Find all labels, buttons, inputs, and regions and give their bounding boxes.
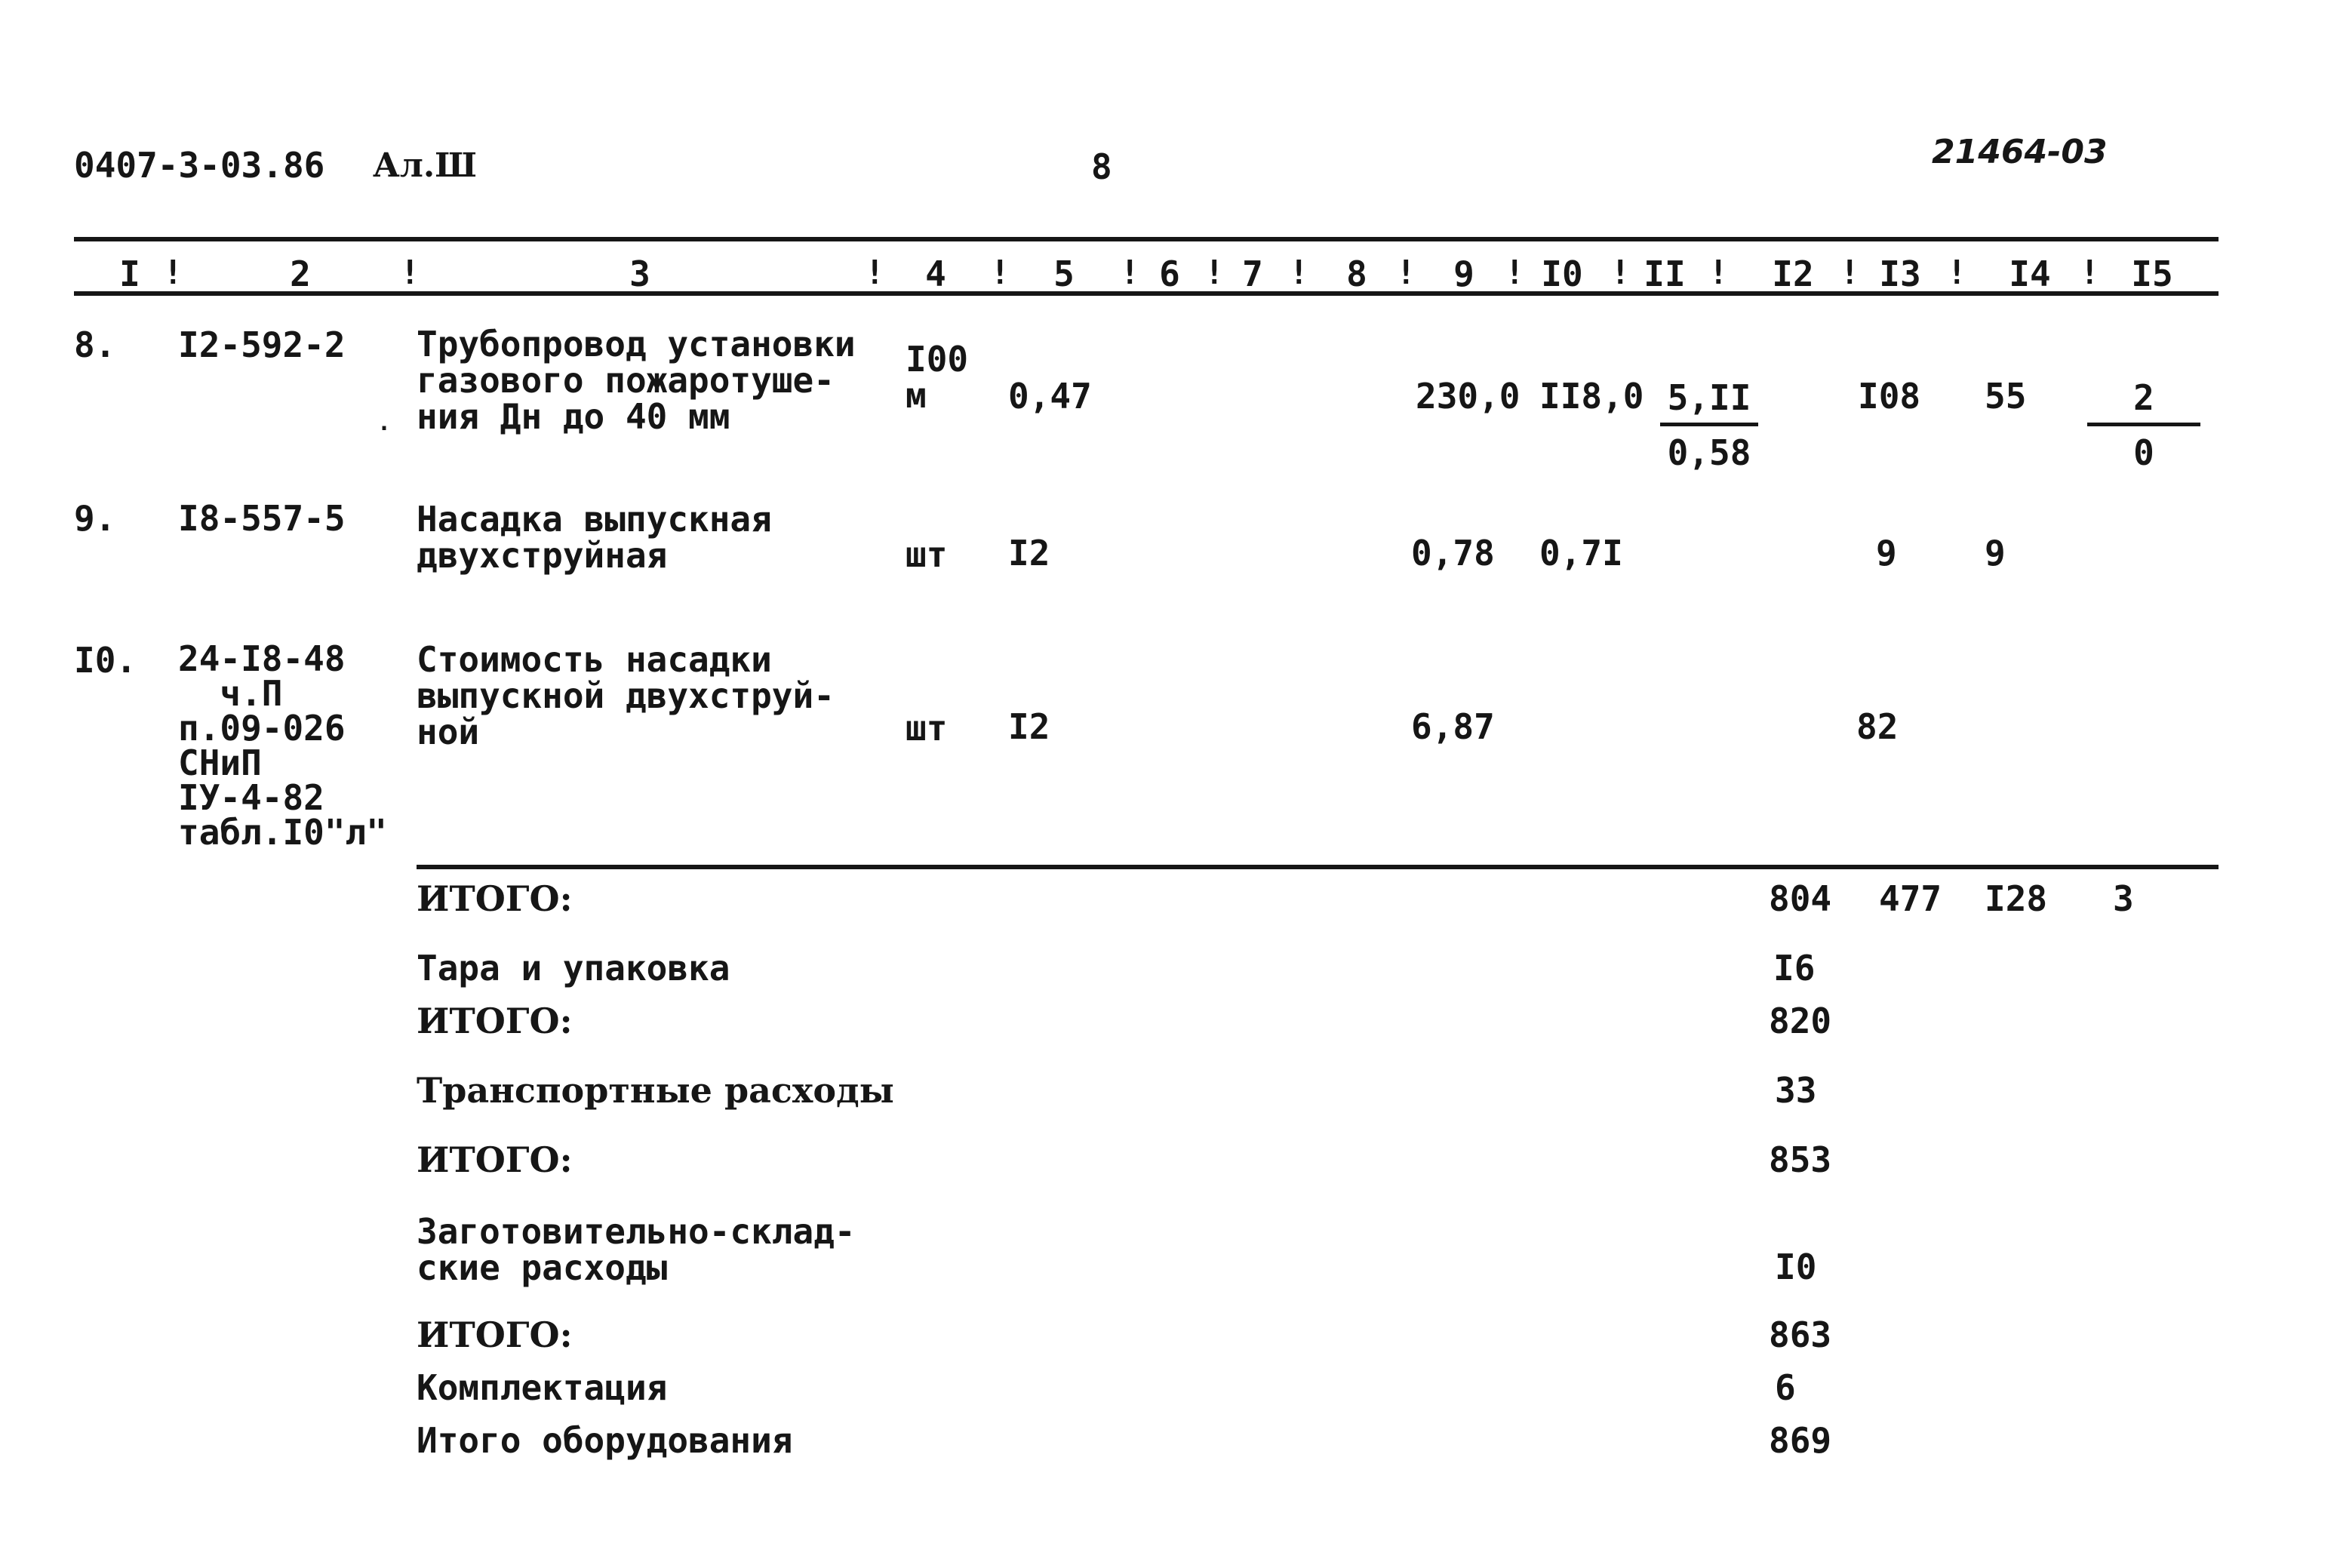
col-header-6: 6: [1159, 254, 1180, 294]
summary-col12: 6: [1775, 1367, 1796, 1408]
row-col11-fraction: [1660, 377, 1758, 473]
row-number: 8.: [74, 324, 116, 365]
row-col10: II8,0: [1539, 376, 1644, 417]
col-separator: !: [990, 254, 1010, 292]
summary-col12: 863: [1769, 1314, 1832, 1355]
summary-label: Заготовительно-склад- ские расходы: [417, 1211, 856, 1288]
fraction-numerator: 5,II: [1660, 377, 1758, 426]
stray-mark: .: [377, 410, 392, 436]
col-separator: !: [1289, 254, 1309, 292]
col-header-15: I5: [2131, 254, 2173, 294]
row-unit: шт: [906, 708, 948, 749]
summary-label: ИТОГО:: [417, 1314, 573, 1355]
row-code: 24-I8-48 ч.П п.09-026 СНиП IУ-4-82 табл.I0"л": [178, 638, 387, 853]
row-description: Насадка выпускная двухструйная: [417, 499, 772, 576]
col-separator: !: [1396, 254, 1416, 292]
archive-number: 21464-03: [1932, 133, 2108, 171]
summary-col12: 804: [1769, 878, 1832, 919]
row-unit: шт: [906, 534, 948, 575]
summary-col12: 869: [1769, 1420, 1832, 1461]
row-col10: 0,7I: [1539, 533, 1623, 573]
summary-col12: I0: [1775, 1247, 1817, 1287]
col-separator: !: [400, 254, 420, 292]
col-separator: !: [1840, 254, 1860, 292]
row-col15-fraction: [2087, 377, 2200, 473]
summary-col12: I6: [1773, 948, 1816, 988]
row-code: I2-592-2: [178, 324, 346, 365]
row-col9: 230,0: [1416, 376, 1521, 417]
col-separator: !: [1610, 254, 1631, 292]
col-header-12: I2: [1772, 254, 1814, 294]
header-top-rule: [74, 237, 2219, 241]
row-number: 9.: [74, 498, 116, 539]
summary-col14: I28: [1985, 878, 2048, 919]
col-separator: !: [865, 254, 885, 292]
sheet-label: Ал.Ш: [373, 146, 477, 185]
col-header-1: I: [119, 254, 140, 294]
summary-label: Итого оборудования: [417, 1420, 793, 1461]
row-description: Трубопровод установки газового пожаротуше- ния Дн до 40 мм: [417, 324, 856, 437]
row-quantity: I2: [1008, 533, 1050, 573]
col-header-10: I0: [1541, 254, 1583, 294]
col-header-11: II: [1644, 254, 1686, 294]
document-code: 0407-3-03.86: [74, 145, 325, 186]
row-quantity: I2: [1008, 706, 1050, 747]
col-header-14: I4: [2009, 254, 2051, 294]
summary-col12: 33: [1775, 1070, 1817, 1111]
col-header-2: 2: [290, 254, 311, 294]
summary-col12: 853: [1769, 1139, 1832, 1180]
col-separator: !: [163, 254, 183, 292]
page-number: 8: [1091, 146, 1112, 187]
fraction-denominator: 0: [2133, 432, 2154, 473]
totals-rule: [417, 865, 2219, 869]
summary-col12: 820: [1769, 1001, 1832, 1041]
col-separator: !: [1708, 254, 1729, 292]
row-col14: 9: [1985, 533, 2006, 573]
col-header-13: I3: [1879, 254, 1921, 294]
fraction-numerator: 2: [2087, 377, 2200, 426]
row-quantity: 0,47: [1008, 376, 1092, 417]
row-unit: I00 м: [906, 339, 969, 416]
summary-label: ИТОГО:: [417, 1001, 573, 1041]
row-col9: 0,78: [1411, 533, 1495, 573]
col-separator: !: [1120, 254, 1140, 292]
summary-col13: 477: [1879, 878, 1942, 919]
row-code: I8-557-5: [178, 498, 346, 539]
col-header-4: 4: [925, 254, 946, 294]
row-number: I0.: [74, 640, 137, 681]
row-col9: 6,87: [1411, 706, 1495, 747]
summary-label: ИТОГО:: [417, 878, 573, 919]
col-separator: !: [1204, 254, 1225, 292]
col-header-7: 7: [1242, 254, 1263, 294]
col-separator: !: [2080, 254, 2100, 292]
row-col14: 55: [1985, 376, 2027, 417]
summary-label: Комплектация: [417, 1367, 668, 1408]
row-col13: I08: [1858, 376, 1921, 417]
summary-label: Тара и упаковка: [417, 948, 730, 988]
col-header-9: 9: [1453, 254, 1474, 294]
summary-col15: 3: [2113, 878, 2134, 919]
col-header-8: 8: [1346, 254, 1367, 294]
fraction-denominator: 0,58: [1667, 432, 1751, 473]
col-separator: !: [1505, 254, 1525, 292]
summary-label: ИТОГО:: [417, 1139, 573, 1180]
col-separator: !: [1947, 254, 1967, 292]
row-col13: 9: [1876, 533, 1897, 573]
col-header-3: 3: [629, 254, 650, 294]
row-description: Стоимость насадки выпускной двухструй- ной: [417, 639, 835, 752]
row-col13: 82: [1856, 706, 1899, 747]
summary-label: Транспортные расходы: [417, 1070, 894, 1111]
col-header-5: 5: [1053, 254, 1075, 294]
